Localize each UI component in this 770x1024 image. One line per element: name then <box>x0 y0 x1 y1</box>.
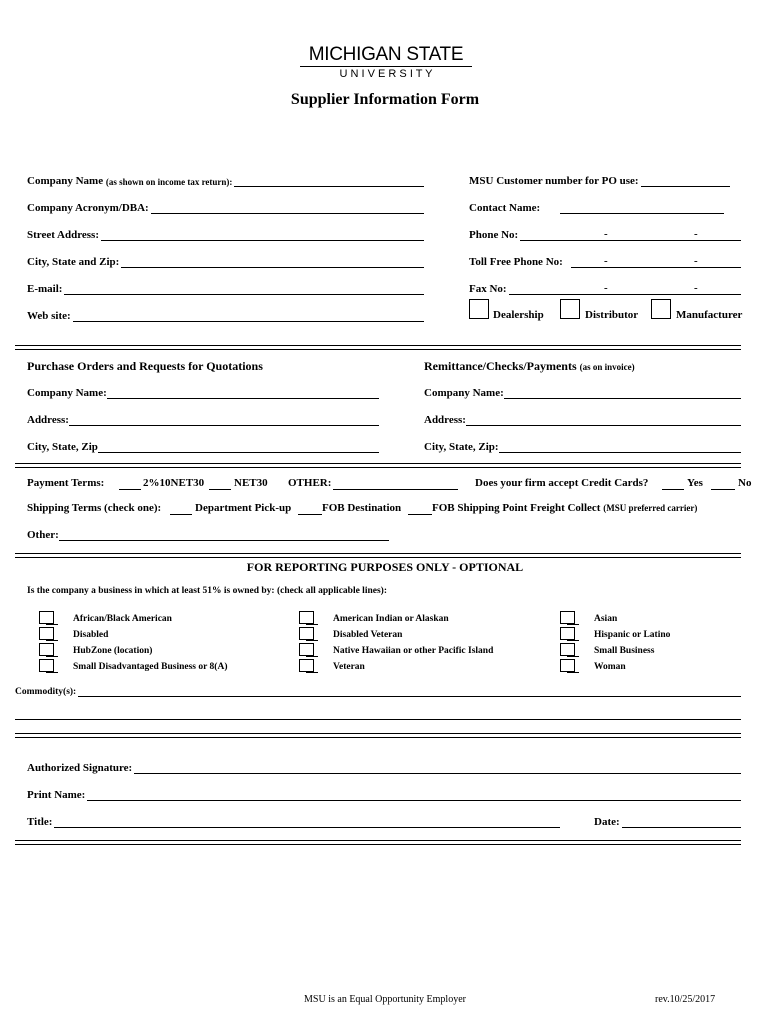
manufacturer-checkbox[interactable] <box>651 299 671 319</box>
fax-dash-1: - <box>604 282 608 294</box>
asian-checkbox[interactable] <box>560 611 575 624</box>
acronym-label: Company Acronym/DBA: <box>27 202 149 214</box>
opt2-label: NET30 <box>234 477 268 489</box>
divider <box>15 463 741 468</box>
ethnicity-label: Hispanic or Latino <box>594 630 671 640</box>
remit-city-label: City, State, Zip: <box>424 441 499 453</box>
ship3-blank[interactable] <box>408 514 432 515</box>
print-label: Print Name: <box>27 789 86 801</box>
street-label: Street Address: <box>27 229 100 241</box>
tollfree-dash-1: - <box>604 255 608 267</box>
ethnicity-label: Disabled Veteran <box>333 630 403 640</box>
phone-dash-2: - <box>694 228 698 240</box>
divider <box>15 840 741 845</box>
cc-yes-label: Yes <box>687 477 703 489</box>
tollfree-dash-2: - <box>694 255 698 267</box>
remit-company-label: Company Name: <box>424 387 504 399</box>
company-name-field[interactable] <box>27 174 424 187</box>
email-field[interactable] <box>27 282 424 295</box>
fax-label: Fax No: <box>469 283 507 295</box>
po-heading: Purchase Orders and Requests for Quotations <box>27 359 263 373</box>
sig-label: Authorized Signature: <box>27 762 133 774</box>
ship3-note: (MSU preferred carrier) <box>603 503 698 513</box>
city-state-zip-field[interactable] <box>27 255 424 268</box>
ethnicity-label: Small Disadvantaged Business or 8(A) <box>73 662 228 672</box>
credit-card-question: Does your firm accept Credit Cards? <box>475 477 649 489</box>
ethnicity-label: Disabled <box>73 630 109 640</box>
eoe-statement: MSU is an Equal Opportunity Employer <box>304 994 466 1005</box>
other-terms-field[interactable] <box>27 528 389 541</box>
title-field[interactable] <box>27 815 560 828</box>
revision-date: rev.10/25/2017 <box>655 994 716 1005</box>
customer-label: MSU Customer number for PO use: <box>469 175 639 187</box>
contact-name-field[interactable] <box>469 201 724 214</box>
other2-label: Other: <box>27 529 59 541</box>
commodity-line-2[interactable] <box>15 719 741 720</box>
street-address-field[interactable] <box>27 228 424 241</box>
divider <box>15 733 741 738</box>
phone-dash-1: - <box>604 228 608 240</box>
cc-yes-blank[interactable] <box>662 489 684 490</box>
remit-company-name-field[interactable] <box>424 386 741 399</box>
ownership-question: Is the company a business in which at least 51% is owned by: (check all applicable lines): <box>27 586 387 596</box>
title-label: Title: <box>27 816 53 828</box>
remit-heading-note: (as on invoice) <box>579 362 635 372</box>
other-label: OTHER: <box>288 477 332 489</box>
authorized-signature-field[interactable] <box>27 761 741 774</box>
distributor-checkbox[interactable] <box>560 299 580 319</box>
distributor-label: Distributor <box>585 309 639 321</box>
commodity-label: Commodity(s): <box>15 687 77 697</box>
contact-label: Contact Name: <box>469 202 541 214</box>
ethnicity-label: Veteran <box>333 662 365 672</box>
remit-heading <box>424 359 635 374</box>
web-label: Web site: <box>27 310 71 322</box>
divider <box>15 345 741 350</box>
fax-dash-2: - <box>694 282 698 294</box>
hispanic-checkbox[interactable] <box>560 627 575 640</box>
print-name-field[interactable] <box>27 788 741 801</box>
ethnicity-label: African/Black American <box>73 614 172 624</box>
ship1-blank[interactable] <box>170 514 192 515</box>
remit-heading-text: Remittance/Checks/Payments <box>424 359 577 373</box>
ethnicity-label: HubZone (location) <box>73 646 153 656</box>
city-label: City, State and Zip: <box>27 256 120 268</box>
opt1-label: 2%10NET30 <box>143 477 205 489</box>
ethnicity-label: Woman <box>594 662 626 672</box>
msu-logo <box>300 45 472 81</box>
commodity-field[interactable] <box>15 686 741 697</box>
company-name-note: (as shown on income tax return): <box>105 177 233 187</box>
opt2-blank[interactable] <box>209 489 231 490</box>
native-hawaiian-checkbox[interactable] <box>299 643 314 656</box>
tollfree-label: Toll Free Phone No: <box>469 256 563 268</box>
remit-address-label: Address: <box>424 414 466 426</box>
ship2-label: FOB Destination <box>322 502 402 514</box>
phone-label: Phone No: <box>469 229 519 241</box>
manufacturer-label: Manufacturer <box>676 309 743 321</box>
opt1-blank[interactable] <box>119 489 141 490</box>
logo-line2: U N I V E R S I T Y <box>300 66 472 81</box>
shipping-terms-label: Shipping Terms (check one): <box>27 502 162 514</box>
cc-no-label: No <box>738 477 752 489</box>
po-company-label: Company Name: <box>27 387 107 399</box>
reporting-heading: FOR REPORTING PURPOSES ONLY - OPTIONAL <box>246 560 524 574</box>
veteran-checkbox[interactable] <box>299 659 314 672</box>
ethnicity-label: Small Business <box>594 646 655 656</box>
remit-address-field[interactable] <box>424 413 741 426</box>
small-disadvantaged-checkbox[interactable] <box>39 659 54 672</box>
msu-customer-number-field[interactable] <box>469 174 730 187</box>
ship3-label <box>432 502 697 514</box>
date-label: Date: <box>594 816 620 828</box>
small-business-checkbox[interactable] <box>560 643 575 656</box>
african-american-checkbox[interactable] <box>39 611 54 624</box>
po-city-label: City, State, Zip <box>27 441 98 453</box>
po-company-name-field[interactable] <box>27 386 379 399</box>
cc-no-blank[interactable] <box>711 489 735 490</box>
date-field[interactable] <box>594 815 741 828</box>
ethnicity-label: American Indian or Alaskan <box>333 614 449 624</box>
po-city-field[interactable] <box>27 440 379 453</box>
page-title: Supplier Information Form <box>290 91 480 108</box>
po-address-label: Address: <box>27 414 69 426</box>
ethnicity-label: Asian <box>594 614 618 624</box>
company-acronym-field[interactable] <box>27 201 424 214</box>
american-indian-checkbox[interactable] <box>299 611 314 624</box>
disabled-checkbox[interactable] <box>39 627 54 640</box>
email-label: E-mail: <box>27 283 63 295</box>
ship2-blank[interactable] <box>298 514 322 515</box>
company-name-label: Company Name <box>27 175 104 187</box>
ship1-label: Department Pick-up <box>195 502 292 514</box>
other-blank[interactable] <box>333 489 458 490</box>
woman-checkbox[interactable] <box>560 659 575 672</box>
logo-line1: MICHIGAN STATE <box>308 44 464 65</box>
hubzone-checkbox[interactable] <box>39 643 54 656</box>
ethnicity-label: Native Hawaiian or other Pacific Island <box>333 646 494 656</box>
divider <box>15 553 741 558</box>
dealership-label: Dealership <box>493 309 544 321</box>
ship3-text: FOB Shipping Point Freight Collect <box>432 502 601 514</box>
payment-terms-label: Payment Terms: <box>27 477 105 489</box>
po-address-field[interactable] <box>27 413 379 426</box>
remit-city-field[interactable] <box>424 440 741 453</box>
dealership-checkbox[interactable] <box>469 299 489 319</box>
website-field[interactable] <box>27 309 424 322</box>
disabled-veteran-checkbox[interactable] <box>299 627 314 640</box>
